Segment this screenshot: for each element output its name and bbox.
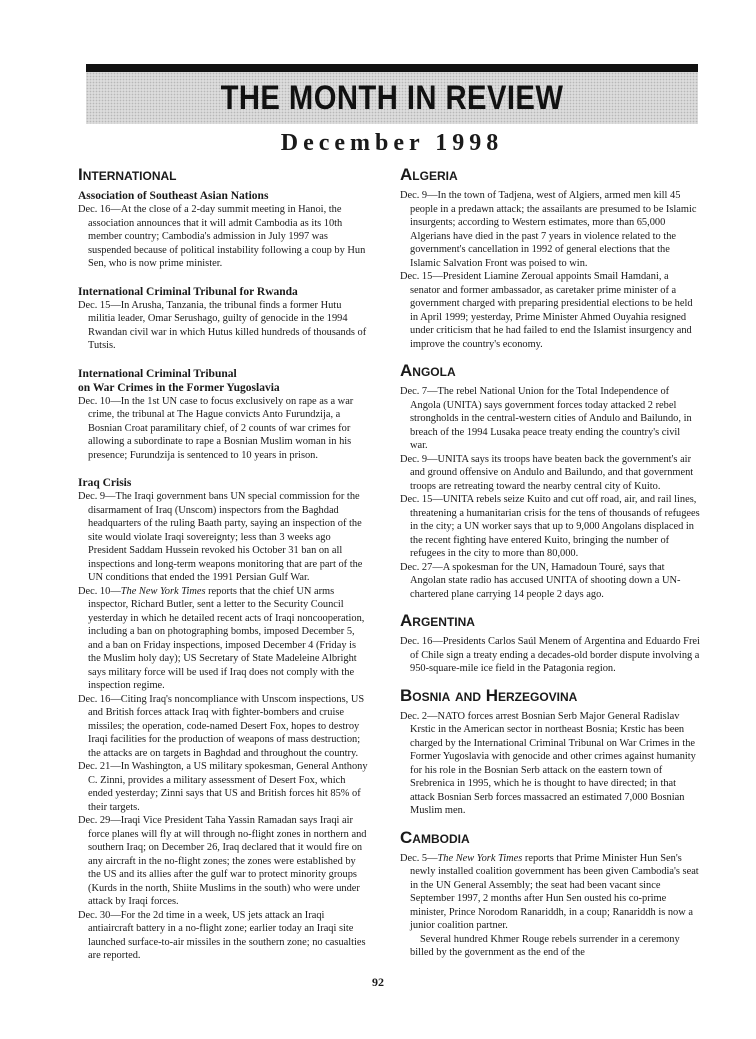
entry-algeria-1: Dec. 9—In the town of Tadjena, west of Algiers, armed men kill 45 people in a predawn attack; the assailants are presumed to be Islamic insurgents; according to Western estimates, more than 65,000 Algerians have died in the past 7 years in violence related to the government's cancellation in 1992 of general elections that the Islamic Salvation Front was poised to win. (400, 190, 697, 269)
left-column (78, 165, 368, 963)
section-title-angola: Angola (400, 361, 456, 380)
entry-cambodia-1-text: reports that Prime Minister Hun Sen's newly installed coalition government has been given Cambodia's seat in the UN General Assembly; the seat had been vacant since September 1997, 2 months after Hun Sen ousted his co-prime minister, Prince Norodom Ranariddh, in a coup; Ranariddh is now a junior coalition partner. (410, 852, 699, 931)
entry-iraq-2 (78, 585, 368, 693)
entry-angola-2: Dec. 9—UNITA says its troops have beaten back the government's air and ground offensive on Andulo and Bailundo, and that government troops are retreating toward the nearby central city of Kuito. (400, 453, 694, 492)
subsection-title-rwanda: International Criminal Tribunal for Rwanda (78, 285, 298, 298)
subsection-title-asean: Association of Southeast Asian Nations (78, 190, 269, 202)
section-title-algeria: Algeria (400, 165, 458, 184)
entry-asean-1: Dec. 16—At the close of a 2-day summit meeting in Hanoi, the association announces that it will admit Cambodia as its 10th member country; Cambodia's admission in July 1997 was suspended because of political instability following a coup by Hun Sen, who is now prime minister. (78, 204, 366, 269)
entry-bosnia-1: Dec. 2—NATO forces arrest Bosnian Serb Major General Radislav Krstic in the American sector in northeast Bosnia; Krstic has been charged by the International Criminal Tribunal on War Crimes in the Former Yugoslavia with genocide and other crimes against humanity for his role in the Bosnian Serb attack on the eastern town of Srebrenica in 1995, which he is thought to have directed; in that attack Bosnian Serb forces massacred an estimated 7,000 Bosnian Muslim men. (400, 710, 696, 816)
banner (86, 72, 698, 124)
subsection-title-yugoslavia-line2: on War Crimes in the Former Yugoslavia (78, 381, 280, 394)
entry-iraq-2-publication: The New York Times (120, 585, 206, 597)
entry-iraq-2-date: Dec. 10— (78, 585, 121, 597)
subsection-title-yugoslavia-line1: International Criminal Tribunal (78, 367, 237, 380)
section-title-bosnia: Bosnia and Herzegovina (400, 685, 578, 705)
entry-argentina-1: Dec. 16—Presidents Carlos Saúl Menem of Argentina and Eduardo Frei of Chile sign a treaty ending a decades-old border dispute involving a 950-square-mile ice field in the Patagonia region. (400, 636, 700, 674)
subsection-title-yugoslavia (78, 367, 368, 395)
entry-angola-4: Dec. 27—A spokesman for the UN, Hamadoun Touré, says that Angolan state radio has accused UNITA of shooting down a UN-chartered plane carrying 14 people 2 days ago. (400, 561, 681, 600)
entry-iraq-6: Dec. 30—For the 2d time in a week, US jets attack an Iraqi antiaircraft battery in a no-flight zone; earlier today an Iraqi site launched surface-to-air missiles in the southern zone; no casualties are reported. (78, 909, 366, 961)
entry-cambodia-1 (400, 852, 700, 933)
entry-algeria-2: Dec. 15—President Liamine Zeroual appoints Smail Hamdani, a senator and former ambassador, as caretaker prime minister of a government charged with preparing presidential elections to be held in April 1999; yesterday, Prime Minister Ahmed Ouyahia resigned under criticism that he had failed to end the Islamist insurgency and improve the country's economy. (400, 271, 693, 350)
paragraph-cambodia-2: Several hundred Khmer Rouge rebels surrender in a ceremony billed by the government as the end of the (410, 933, 680, 958)
section-title-argentina: Argentina (400, 611, 475, 630)
entry-yugoslavia-1: Dec. 10—In the 1st UN case to focus exclusively on rape as a war crime, the tribunal at The Hague convicts Anto Furundzija, a Bosnian Croat paramilitary chief, of 2 counts of war crimes for allowing a subordinate to rape a Bosnian Muslim woman in his presence; Furundzija is sentenced to 10 years in prison. (78, 395, 354, 461)
section-title-cambodia: Cambodia (400, 827, 470, 847)
entry-rwanda-1: Dec. 15—In Arusha, Tanzania, the tribunal finds a former Hutu militia leader, Omar Serushago, guilty of genocide in the 1994 Rwandan civil war in which Hutus killed hundreds of thousands of Tutsis. (78, 299, 367, 351)
entry-angola-1: Dec. 7—The rebel National Union for the Total Independence of Angola (UNITA) says government forces today attacked 2 rebel strongholds in the central-western cities of Andulo and Bailundo, in breach of the 1994 Lusaka peace treaty ending the country's civil war. (400, 386, 692, 451)
page-number: 92 (372, 975, 384, 989)
entry-angola-3: Dec. 15—UNITA rebels seize Kuito and cut off road, air, and rail lines, threatening a humanitarian crisis for the tens of thousands of refugees in the city; a UN worker says that up to 9,000 Angolans displaced in the recent fighting have entered Kuito, bringing the number of refugees in the city to more than 80,000. (400, 494, 700, 559)
entry-iraq-1: Dec. 9—The Iraqi government bans UN special commission for the disarmament of Iraq (Unscom) inspectors from the Baghdad headquarters of the ruling Baath party, saying an inspection of the site would violate Iraqi sovereignty; less than 3 weeks ago President Saddam Hussein revoked his October 31 ban on all inspections and long-term weapons monitoring that are part of the UN conditions that ended the 1991 Persian Gulf War. (78, 491, 363, 583)
top-rule (86, 64, 698, 72)
entry-cambodia-1-publication: The New York Times (437, 852, 523, 864)
issue-month: December 1998 (280, 130, 504, 156)
right-column (400, 165, 700, 960)
entry-iraq-2-text: reports that the chief UN arms inspector, Richard Butler, sent a letter to the Security Council yesterday in which he detailed recent acts of Iraqi noncooperation, including a ban on photographing bombs, imposed December 5, and a ban on Friday inspections, imposed December 4 (Friday is the Muslim holy day); US Secretary of State Madeleine Albright says military force will be used if Iraq does not comply with the inspection regime. (88, 585, 365, 691)
entry-cambodia-1-date: Dec. 5— (400, 852, 438, 864)
subsection-title-iraq: Iraq Crisis (78, 477, 132, 489)
entry-iraq-3: Dec. 16—Citing Iraq's noncompliance with Unscom inspections, US and British forces attack Iraq with fighter-bombers and cruise missiles; the operation, code-named Desert Fox, hopes to destroy Iraqi facilities for the production of weapons of mass destruction; the attacks are on targets in Baghdad and throughout the country. (78, 693, 365, 759)
section-title-international: International (78, 165, 177, 184)
entry-iraq-4: Dec. 21—In Washington, a US military spokesman, General Anthony C. Zinni, provides a military assessment of Desert Fox, which ended yesterday; Zinni says that US and British forces hit 85% of their targets. (78, 761, 368, 813)
entry-iraq-5: Dec. 29—Iraqi Vice President Taha Yassin Ramadan says Iraqi air force planes will fly at will through no-flight zones in northern and southern Iraq; on December 26, Iraq declared that it would fire on any aircraft in the no-flight zones; the zones were established by the US and its allies after the gulf war to protect minority groups (Kurds in the north, Shiite Muslims in the south) who were under attack by Iraqi forces. (78, 815, 367, 907)
banner-title: THE MONTH IN REVIEW (220, 79, 564, 117)
